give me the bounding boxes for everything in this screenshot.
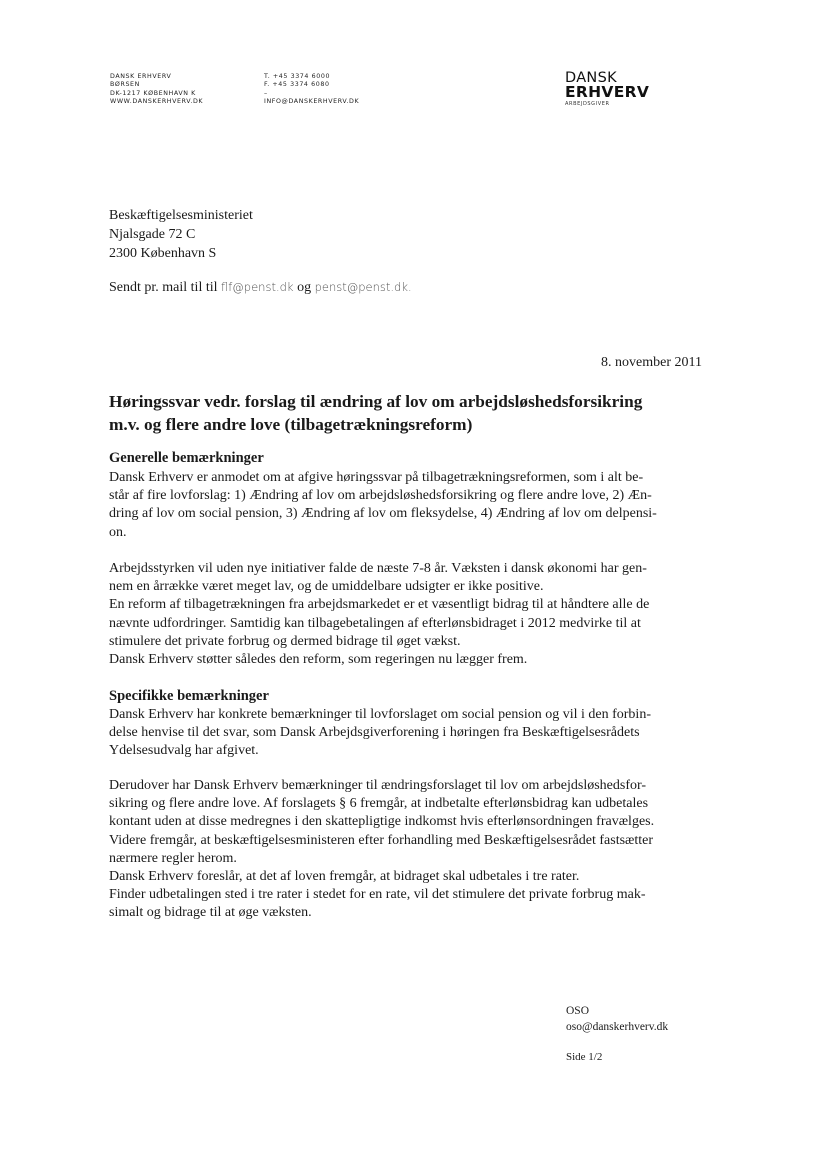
- section-heading-general: Generelle bemærkninger: [109, 450, 264, 466]
- text-line: simalt og bidrage til at øge væksten.: [109, 905, 312, 921]
- general-paragraph-2: [109, 560, 709, 669]
- specific-paragraph-2: [109, 777, 709, 923]
- contact-dash: –: [264, 89, 268, 97]
- recipient-line: 2300 København S: [109, 246, 217, 261]
- text-line: dring af lov om social pension, 3) Ændring af lov om fleksydelse, 4) Ændring af lov om delpensi-: [109, 506, 657, 522]
- text-line: nem en årrække været meget lav, og de umiddelbare udsigter er ikke positive.: [109, 579, 544, 595]
- text-line: Ydelsesudvalg har afgivet.: [109, 743, 259, 759]
- title-line: Høringssvar vedr. forslag til ændring af lov om arbejdsløshedsforsikring: [109, 392, 643, 411]
- contact-phone: T. +45 3374 6000: [264, 73, 331, 80]
- text-line: Arbejdsstyrken vil uden nye initiativer falde de næste 7-8 år. Væksten i dansk økonomi har gen-: [109, 561, 647, 576]
- text-line: Derudover har Dansk Erhverv bemærkninger til ændringsforslaget til lov om arbejdsløshedsfor-: [109, 778, 647, 793]
- recipient-line: Beskæftigelsesministeriet: [109, 208, 253, 223]
- text-line: Dansk Erhverv er anmodet om at afgive høringssvar på tilbagetrækningsreformen, som i alt be-: [109, 470, 644, 485]
- logo-line2: ERHVERV: [565, 83, 650, 101]
- text-line: Finder udbetalingen sted i tre rater i stedet for en rate, vil det stimulere det private forbrug mak-: [109, 887, 646, 903]
- title-line: m.v. og flere andre love (tilbagetrækningsreform): [109, 415, 473, 434]
- email-link-1[interactable]: flf@penst.dk: [221, 280, 294, 294]
- recipient-line: Njalsgade 72 C: [109, 227, 196, 242]
- text-line: stimulere det private forbrug og dermed bidrage til øget vækst.: [109, 633, 461, 649]
- text-line: nævnte udfordringer. Samtidig kan tilbagebetalingen af efterlønsbidraget i 2012 medvirke til at: [109, 615, 641, 631]
- signature-block: [566, 1003, 668, 1035]
- general-paragraph-1: [109, 469, 709, 542]
- specific-paragraph-1: [109, 706, 709, 761]
- company-logo: [565, 71, 649, 107]
- company-website: WWW.DANSKERHVERV.DK: [110, 98, 204, 106]
- contact-fax: F. +45 3374 6080: [264, 81, 330, 89]
- signature-email[interactable]: oso@danskerhverv.dk: [566, 1021, 669, 1033]
- text-line: Dansk Erhverv støtter således den reform, som regeringen nu lægger frem.: [109, 652, 528, 668]
- text-line: delse henvise til det svar, som Dansk Arbejdsgiverforening i høringen fra Beskæftigelsesrådets: [109, 725, 640, 741]
- text-line: står af fire lovforslag: 1) Ændring af lov om arbejdsløshedsforsikring og flere andre love, 2) Æn-: [109, 488, 652, 504]
- letter-date: 8. november 2011: [601, 355, 702, 370]
- company-postal: DK-1217 KØBENHAVN K: [110, 89, 196, 97]
- letterhead-company: [110, 73, 203, 107]
- letterhead-contact: [264, 73, 359, 107]
- sent-prefix: Sendt pr. mail til til: [109, 280, 218, 295]
- recipient-address: [109, 206, 253, 263]
- page-number: Side 1/2: [566, 1051, 603, 1063]
- signature-initials: OSO: [566, 1005, 590, 1017]
- letter-title: [109, 390, 709, 436]
- text-line: nærmere regler herom.: [109, 850, 237, 866]
- section-heading-specific: Specifikke bemærkninger: [109, 688, 269, 704]
- text-line: on.: [109, 524, 127, 540]
- text-line: sikring og flere andre love. Af forslagets § 6 fremgår, at indbetalte efterlønsbidrag kan udbetales: [109, 796, 649, 812]
- company-building: BØRSEN: [110, 81, 140, 89]
- sent-by-line: [109, 280, 412, 296]
- text-line: Dansk Erhverv foreslår, at det af loven fremgår, at bidraget skal udbetales i tre rater.: [109, 869, 580, 885]
- sent-connector: og: [297, 280, 312, 295]
- text-line: Dansk Erhverv har konkrete bemærkninger til lovforslaget om social pension og vil i den forbin-: [109, 707, 651, 722]
- contact-email[interactable]: INFO@DANSKERHVERV.DK: [264, 98, 360, 106]
- text-line: En reform af tilbagetrækningen fra arbejdsmarkedet er et væsentligt bidrag til at håndtere alle de: [109, 597, 650, 613]
- logo-tagline: ARBEJDSGIVER: [565, 101, 610, 107]
- text-line: Videre fremgår, at beskæftigelsesministeren efter forhandling med Beskæftigelsesrådet fastsætter: [109, 832, 654, 848]
- text-line: kontant uden at disse medregnes i den skattepligtige indkomst hvis efterlønsordningen fravælges.: [109, 814, 655, 830]
- company-name: DANSK ERHVERV: [110, 73, 172, 80]
- email-link-2[interactable]: penst@penst.dk.: [314, 280, 412, 294]
- logo-line1: DANSK: [565, 70, 617, 86]
